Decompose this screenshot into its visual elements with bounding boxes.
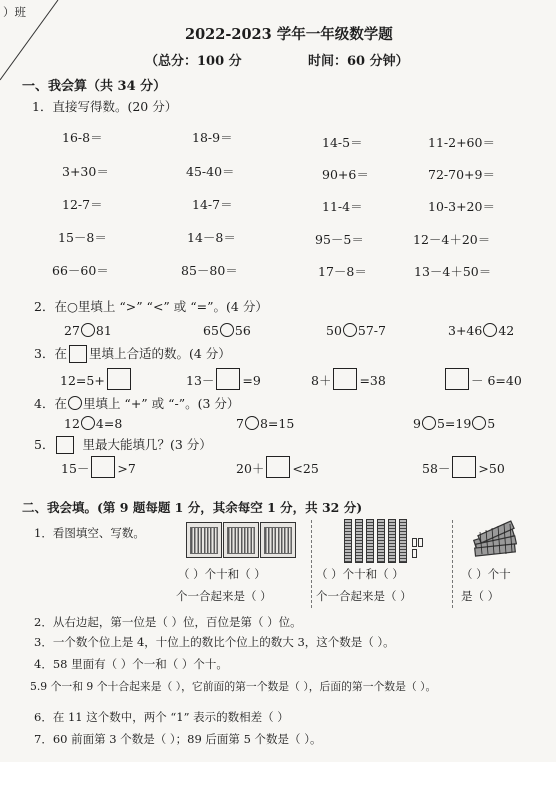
q4-label: 4．在 里填上 “+” 或 “-”。(3 分） — [34, 396, 240, 411]
bottom-margin — [0, 762, 556, 786]
calc-item: 17－8＝ — [318, 264, 367, 279]
section1-heading: 一、我会算（共 34 分） — [22, 79, 167, 94]
answer-circle[interactable] — [422, 416, 436, 430]
total-score: （总分：100 分 — [145, 54, 242, 69]
class-label: ）班 — [3, 5, 26, 19]
s2-q5: 5.9 个一和 9 个十合起来是（ ），它前面的第一个数是（ ），后面的第一个数是（ ）。 — [30, 680, 437, 693]
pic3-line1: （ ）个十 — [461, 567, 511, 581]
s2-q1-label: 1．看图填空、写数。 — [34, 526, 145, 540]
divider — [452, 520, 453, 608]
blank-box-icon — [56, 436, 74, 454]
answer-box[interactable] — [266, 456, 290, 478]
section2-heading: 二、我会填。(第 9 题每题 1 分，其余每空 1 分，共 32 分) — [22, 500, 363, 515]
calc-item: 72-70+9＝ — [428, 167, 495, 182]
calc-item: 14－8＝ — [187, 230, 236, 245]
answer-box[interactable] — [445, 368, 469, 390]
compare-item: 50 57-7 — [326, 323, 386, 338]
unit-icon — [418, 538, 423, 547]
calc-item: 45-40＝ — [186, 164, 235, 179]
answer-circle[interactable] — [81, 416, 95, 430]
answer-circle[interactable] — [483, 323, 497, 337]
calc-item: 95－5＝ — [315, 232, 364, 247]
answer-circle[interactable] — [81, 323, 95, 337]
calc-item: 14-5＝ — [322, 135, 363, 150]
q1-label: 1．直接写得数。(20 分） — [32, 99, 178, 114]
calc-item: 15－8＝ — [58, 230, 107, 245]
fill-item: － 6=40 — [443, 368, 522, 390]
answer-circle[interactable] — [220, 323, 234, 337]
answer-box[interactable] — [91, 456, 115, 478]
sign-item: 7 8=15 — [236, 416, 295, 431]
max-item: 58－ >50 — [422, 456, 505, 478]
calc-item: 14-7＝ — [192, 197, 233, 212]
answer-box[interactable] — [333, 368, 357, 390]
s2-q7: 7．60 前面第 3 个数是（ ）；89 后面第 5 个数是（ ）。 — [34, 732, 322, 746]
time-limit: 时间：60 分钟） — [308, 54, 409, 69]
fill-item: 8＋ =38 — [311, 368, 386, 390]
calc-item: 90+6＝ — [322, 167, 369, 182]
compare-item: 27 81 — [64, 323, 112, 338]
stick-icon — [366, 519, 374, 563]
calc-item: 11-2+60＝ — [428, 135, 495, 150]
ten-bundle-icon — [223, 522, 259, 558]
ten-bundle-icon — [260, 522, 296, 558]
divider — [311, 520, 312, 608]
sign-item: 12 4=8 — [64, 416, 123, 431]
s2-q4: 4．58 里面有（ ）个一和（ ）个十。 — [34, 657, 228, 671]
answer-box[interactable] — [452, 456, 476, 478]
calc-item: 85－80＝ — [181, 263, 238, 278]
pic3-line2: 是（ ） — [461, 589, 500, 603]
pic1-line1: （ ）个十和（ ） — [178, 567, 266, 581]
ten-bundle-icon — [186, 522, 222, 558]
stick-icon — [377, 519, 385, 563]
stick-pile-icon — [470, 520, 520, 560]
answer-circle[interactable] — [245, 416, 259, 430]
sign-item: 9 5=19 5 — [413, 416, 496, 431]
blank-box-icon — [69, 345, 87, 363]
pic2-line2: 个一合起来是（ ） — [316, 589, 412, 603]
answer-circle[interactable] — [472, 416, 486, 430]
blank-circle-icon — [68, 396, 82, 410]
s2-q6: 6．在 11 这个数中，两个 “1” 表示的数相差（ ） — [34, 710, 289, 724]
unit-icon — [412, 549, 417, 558]
calc-item: 10-3+20＝ — [428, 199, 495, 214]
fill-item: 13－ =9 — [186, 368, 261, 390]
calc-item: 12－4＋20＝ — [413, 232, 491, 247]
calc-item: 13－4＋50＝ — [414, 264, 492, 279]
compare-item: 65 56 — [203, 323, 251, 338]
pic1-line2: 个一合起来是（ ） — [176, 589, 272, 603]
answer-box[interactable] — [216, 368, 240, 390]
q3-label: 3．在 里填上合适的数。(4 分） — [34, 346, 231, 361]
compare-item: 3+46 42 — [448, 323, 515, 338]
answer-box[interactable] — [107, 368, 131, 390]
calc-item: 16-8＝ — [62, 130, 103, 145]
stick-icon — [355, 519, 363, 563]
calc-item: 18-9＝ — [192, 130, 233, 145]
max-item: 15－ >7 — [61, 456, 136, 478]
unit-icon — [412, 538, 417, 547]
calc-item: 3+30＝ — [62, 164, 109, 179]
pic2-line1: （ ）个十和（ ） — [316, 567, 404, 581]
calc-item: 66－60＝ — [52, 263, 109, 278]
stick-icon — [399, 519, 407, 563]
max-item: 20＋ <25 — [236, 456, 319, 478]
calc-item: 12-7＝ — [62, 197, 103, 212]
calc-item: 11-4＝ — [322, 199, 363, 214]
stick-icon — [388, 519, 396, 563]
s2-q3: 3．一个数个位上是 4，十位上的数比个位上的数大 3，这个数是（ ）。 — [34, 635, 395, 649]
answer-circle[interactable] — [343, 323, 357, 337]
q2-label: 2．在○里填上 “>” “<” 或 “=”。(4 分） — [34, 299, 268, 314]
page-title: 2022-2023 学年一年级数学题 — [185, 26, 393, 43]
s2-q2: 2．从右边起，第一位是（ ）位，百位是第（ ）位。 — [34, 615, 302, 629]
fill-item: 12=5+ — [60, 368, 133, 390]
stick-icon — [344, 519, 352, 563]
q5-label: 5． 里最大能填几？(3 分） — [34, 437, 212, 452]
